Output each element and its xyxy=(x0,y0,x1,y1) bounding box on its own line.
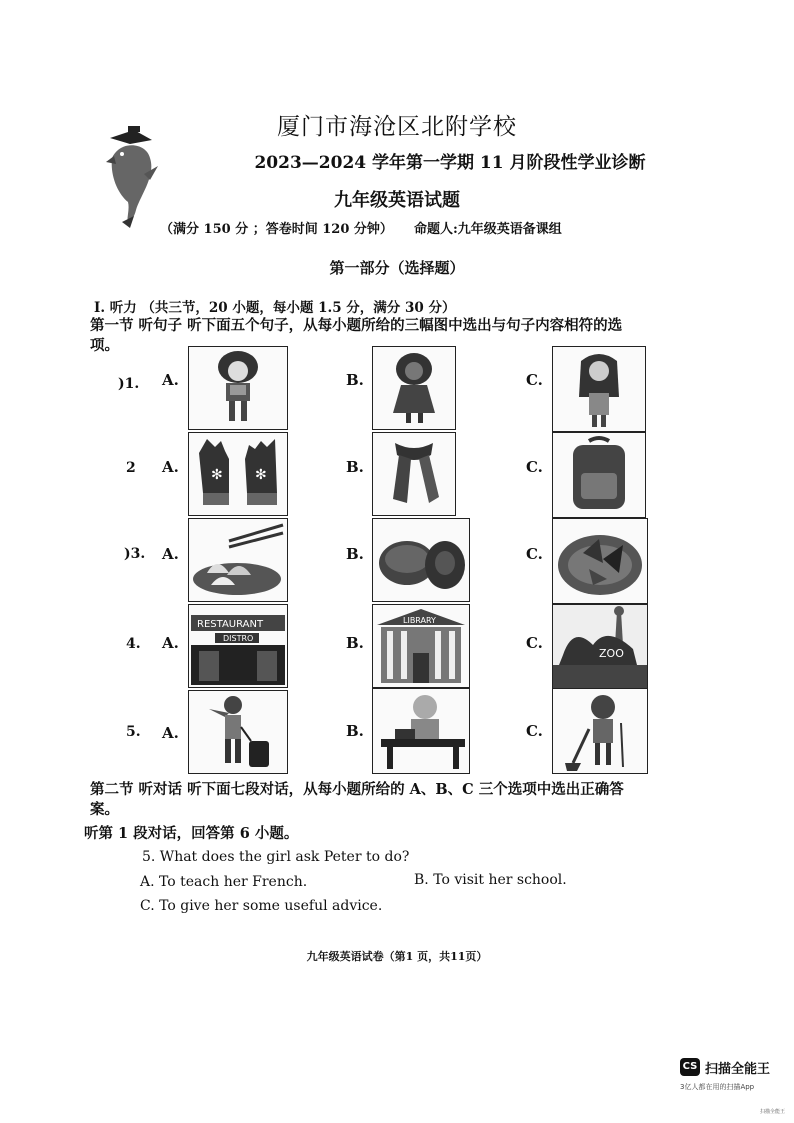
picture-boy-at-desk xyxy=(372,688,470,774)
svg-text:ZOO: ZOO xyxy=(599,647,624,660)
dumplings-icon xyxy=(189,519,287,601)
option-label: A. xyxy=(162,371,179,389)
picture-girl-long-hair xyxy=(552,346,646,432)
option-b: B. To visit her school. xyxy=(414,872,567,888)
picture-restaurant xyxy=(188,604,288,688)
option-label: C. xyxy=(526,545,543,563)
option-c: C. To give her some useful advice. xyxy=(140,898,383,914)
girl-with-suitcase-icon xyxy=(189,691,287,773)
picture-gloves xyxy=(188,432,288,516)
option-label: B. xyxy=(346,458,364,476)
scarf-icon xyxy=(373,433,455,515)
svg-text:✻: ✻ xyxy=(255,467,267,483)
picture-mooncakes xyxy=(372,518,470,602)
restaurant-icon xyxy=(189,605,287,687)
section-listening: I. 听力 （共三节，20 小题，每小题 1.5 分，满分 30 分） xyxy=(94,300,456,316)
dialog-line: 听第 1 段对话，回答第 6 小题。 xyxy=(84,825,299,842)
picture-girl-with-suitcase xyxy=(188,690,288,774)
picture-girl-sweeping xyxy=(552,688,648,774)
s2-instruction-2: 案。 xyxy=(90,801,119,818)
girl-holding-box-icon xyxy=(189,347,287,429)
option-label: B. xyxy=(346,634,364,652)
page-footer: 九年级英语试卷（第1 页，共11页） xyxy=(306,950,488,963)
svg-text:RESTAURANT: RESTAURANT xyxy=(197,619,264,630)
s1-instruction-1: 第一节 听句子 听下面五个句子，从每小题所给的三幅图中选出与句子内容相符的选 xyxy=(90,317,623,334)
question-number: )1. xyxy=(118,376,140,392)
score-time: （满分 150 分 ；答卷时间 120 分钟） xyxy=(160,222,393,237)
picture-zongzi xyxy=(552,518,648,604)
option-label: B. xyxy=(346,545,364,563)
option-label: C. xyxy=(526,458,543,476)
girl-long-hair-icon xyxy=(553,347,645,431)
question-number: )3. xyxy=(124,546,146,562)
option-label: C. xyxy=(526,634,543,652)
mooncakes-icon xyxy=(373,519,469,601)
picture-zoo xyxy=(552,604,648,690)
boy-at-desk-icon xyxy=(373,689,469,773)
svg-text:DISTRO: DISTRO xyxy=(223,634,254,643)
picture-dumplings xyxy=(188,518,288,602)
option-label: C. xyxy=(526,722,543,740)
question-6: 5. What does the girl ask Peter to do? xyxy=(142,849,410,865)
question-number: 2 xyxy=(126,460,136,476)
zongzi-icon xyxy=(553,519,647,603)
option-label: A. xyxy=(162,545,179,563)
gloves-icon xyxy=(189,433,287,515)
picture-scarf xyxy=(372,432,456,516)
question-number: 4. xyxy=(126,636,141,652)
picture-library xyxy=(372,604,470,688)
svg-text:✻: ✻ xyxy=(211,467,223,483)
picture-girl-in-dress xyxy=(372,346,456,430)
option-label: B. xyxy=(346,371,364,389)
picture-backpack xyxy=(552,432,646,518)
camscanner-name: 扫描全能王 xyxy=(705,1062,771,1077)
picture-girl-holding-box xyxy=(188,346,288,430)
girl-sweeping-icon xyxy=(553,689,647,773)
option-label: A. xyxy=(162,634,179,652)
camscanner-logo: CS xyxy=(680,1058,700,1076)
question-number: 5. xyxy=(126,724,141,740)
svg-text:LIBRARY: LIBRARY xyxy=(403,616,436,625)
camscanner-mini: 扫描全能王 xyxy=(760,1109,786,1115)
option-label: B. xyxy=(346,722,364,740)
zoo-icon xyxy=(553,605,647,689)
option-a: A. To teach her French. xyxy=(140,874,308,890)
author: 命题人:九年级英语备课组 xyxy=(414,222,562,237)
option-label: C. xyxy=(526,371,543,389)
school-title: 厦门市海沧区北附学校 xyxy=(277,114,517,140)
camscanner-tagline: 3亿人都在用的扫描App xyxy=(680,1083,755,1091)
part-title: 第一部分（选择题） xyxy=(329,259,465,277)
s1-instruction-2: 项。 xyxy=(90,337,119,354)
s2-instruction-1: 第二节 听对话 听下面七段对话，从每小题所给的 A、B、C 三个选项中选出正确答 xyxy=(90,781,624,798)
exam-title: 九年级英语试题 xyxy=(334,190,460,211)
exam-term: 2023—2024 学年第一学期 11 月阶段性学业诊断 xyxy=(254,153,646,173)
backpack-icon xyxy=(553,433,645,517)
option-label: A. xyxy=(162,458,179,476)
girl-in-dress-icon xyxy=(373,347,455,429)
library-icon xyxy=(373,605,469,687)
option-label: A. xyxy=(162,724,179,742)
